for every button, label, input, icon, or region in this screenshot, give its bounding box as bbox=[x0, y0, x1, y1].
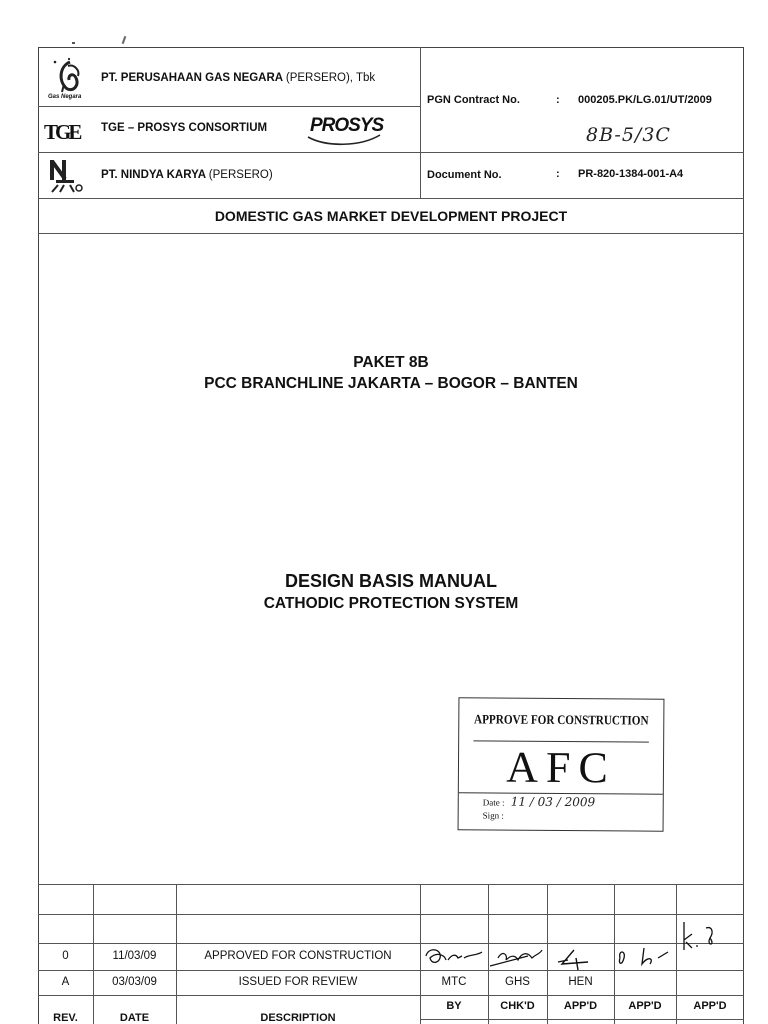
description-cell: ISSUED FOR REVIEW bbox=[238, 976, 358, 988]
rev-cell: A bbox=[61, 976, 70, 988]
paket-title: PAKET 8B bbox=[353, 354, 429, 371]
appd-cell: HEN bbox=[568, 976, 593, 988]
signature-appd-1 bbox=[548, 944, 614, 972]
header-chkd: CHK'D bbox=[500, 1000, 535, 1012]
stamp-date-label: Date : bbox=[482, 797, 505, 808]
document-number: PR-820-1384-001-A4 bbox=[578, 168, 684, 180]
date-cell: 11/03/09 bbox=[112, 950, 157, 962]
pgn-name: PT. PERUSAHAAN GAS NEGARA bbox=[101, 72, 283, 84]
pgn-logo-caption: Gas Negara bbox=[48, 94, 82, 100]
divider bbox=[38, 152, 744, 153]
divider bbox=[420, 1019, 744, 1020]
document-title: DESIGN BASIS MANUAL bbox=[284, 571, 497, 591]
nindya-suffix: (PERSERO) bbox=[208, 169, 273, 181]
description-cell: APPROVED FOR CONSTRUCTION bbox=[204, 950, 392, 962]
pgn-logo bbox=[46, 56, 98, 104]
date-cell: 03/03/09 bbox=[112, 976, 157, 988]
document-sheet bbox=[38, 47, 744, 1024]
signature-chkd bbox=[488, 944, 546, 972]
contract-label: PGN Contract No. bbox=[427, 94, 520, 106]
pgn-company-name bbox=[101, 72, 375, 84]
handwritten-reference: 8B-5/3C bbox=[586, 124, 671, 146]
header-appd-2: APP'D bbox=[628, 1000, 662, 1012]
tge-logo: TGE bbox=[44, 120, 80, 144]
contract-number: 000205.PK/LG.01/UT/2009 bbox=[578, 94, 712, 106]
prosys-logo: PROSYS bbox=[310, 115, 383, 137]
chkd-cell: GHS bbox=[505, 976, 530, 988]
afc-stamp bbox=[458, 697, 665, 831]
nindya-logo bbox=[46, 158, 86, 194]
divider bbox=[38, 995, 744, 996]
project-title: DOMESTIC GAS MARKET DEVELOPMENT PROJECT bbox=[214, 208, 568, 224]
header-appd-3: APP'D bbox=[693, 1000, 727, 1012]
document-label: Document No. bbox=[427, 169, 502, 181]
stamp-date bbox=[483, 794, 596, 809]
stamp-code: AFC bbox=[459, 740, 663, 794]
document-colon: : bbox=[556, 168, 560, 180]
branchline-title: PCC BRANCHLINE JAKARTA – BOGOR – BANTEN bbox=[204, 375, 578, 392]
header-by: BY bbox=[446, 1000, 462, 1012]
divider bbox=[38, 198, 744, 199]
stamp-sign-label: Sign : bbox=[482, 810, 504, 821]
signature-appd-3 bbox=[676, 920, 744, 952]
pgn-suffix: (PERSERO), Tbk bbox=[285, 72, 376, 84]
divider bbox=[38, 914, 744, 915]
nindya-company-name bbox=[101, 169, 273, 181]
divider bbox=[420, 47, 421, 198]
nindya-name: PT. NINDYA KARYA bbox=[101, 169, 206, 181]
scan-speck bbox=[72, 42, 75, 44]
header-rev: REV. bbox=[53, 1012, 78, 1024]
rev-cell: 0 bbox=[62, 950, 69, 962]
signature-appd-2 bbox=[614, 944, 676, 972]
stamp-date-value: 11 / 03 / 2009 bbox=[510, 794, 596, 810]
stamp-heading: APPROVE FOR CONSTRUCTION bbox=[473, 698, 649, 742]
tge-consortium-name: TGE – PROSYS CONSORTIUM bbox=[101, 122, 268, 134]
scan-speck bbox=[122, 36, 127, 44]
divider bbox=[38, 233, 744, 234]
divider bbox=[38, 106, 420, 107]
header-date: DATE bbox=[119, 1012, 150, 1024]
signature-by bbox=[422, 944, 488, 972]
divider bbox=[38, 884, 744, 885]
contract-colon: : bbox=[556, 94, 560, 106]
by-cell: MTC bbox=[441, 976, 467, 988]
document-subtitle: CATHODIC PROTECTION SYSTEM bbox=[263, 595, 519, 612]
header-description: DESCRIPTION bbox=[260, 1012, 336, 1024]
header-appd-1: APP'D bbox=[563, 1000, 598, 1012]
